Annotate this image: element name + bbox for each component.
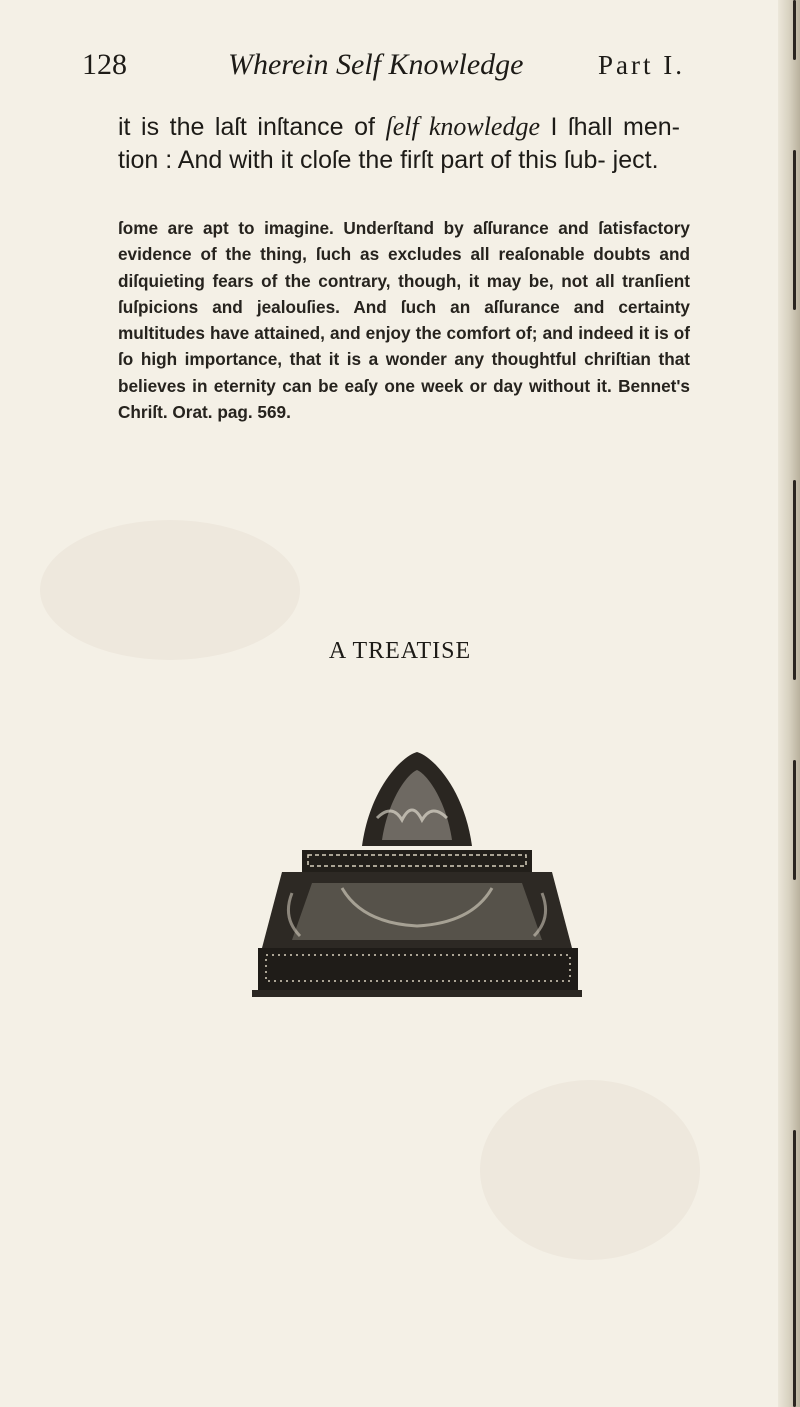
running-header <box>0 40 800 90</box>
page-edge-shadow <box>793 480 796 680</box>
body-text-italic: ſelf knowledge <box>385 112 541 141</box>
body-paragraph <box>118 110 680 177</box>
page-edge-shadow <box>793 0 796 60</box>
footnote-quote <box>118 215 690 425</box>
quote-text: ſome are apt to imagine. Underſtand by aſſurance and ſatisfactory evidence of the thing, ſuch as excludes all reaſonable doubts and diſquieting fears of the contrary, though, it may be, not all tranſient ſuſpicions and jealouſies. And ſuch an aſſurance and certainty multitudes have attained, and enjoy the comfort of; and indeed it is of ſo high importance, that it is a wonder any thoughtful chriſtian that believes in eternity can be eaſy one week or day without it. <box>118 218 690 396</box>
page-edge-shadow <box>793 1130 796 1407</box>
section-heading: A TREATISE <box>328 638 472 664</box>
paper-stain <box>480 1080 700 1260</box>
page-edge-shadow <box>793 150 796 310</box>
page-edge-shadow <box>793 760 796 880</box>
body-text-start: it is the laſt inſtance of <box>118 113 386 141</box>
page-edge <box>778 0 800 1407</box>
body-text-end: I ſhall men- tion : And with it cloſe the firſt part of this ſub- ject. <box>118 113 680 174</box>
woodcut-ornament-icon <box>252 748 582 1003</box>
page-number: 128 <box>82 48 127 81</box>
part-label: Part I. <box>598 50 685 80</box>
citation: Bennet's Chriſt. Orat. pag. 569. <box>118 375 690 423</box>
running-title: Wherein Self Knowledge <box>228 48 524 81</box>
